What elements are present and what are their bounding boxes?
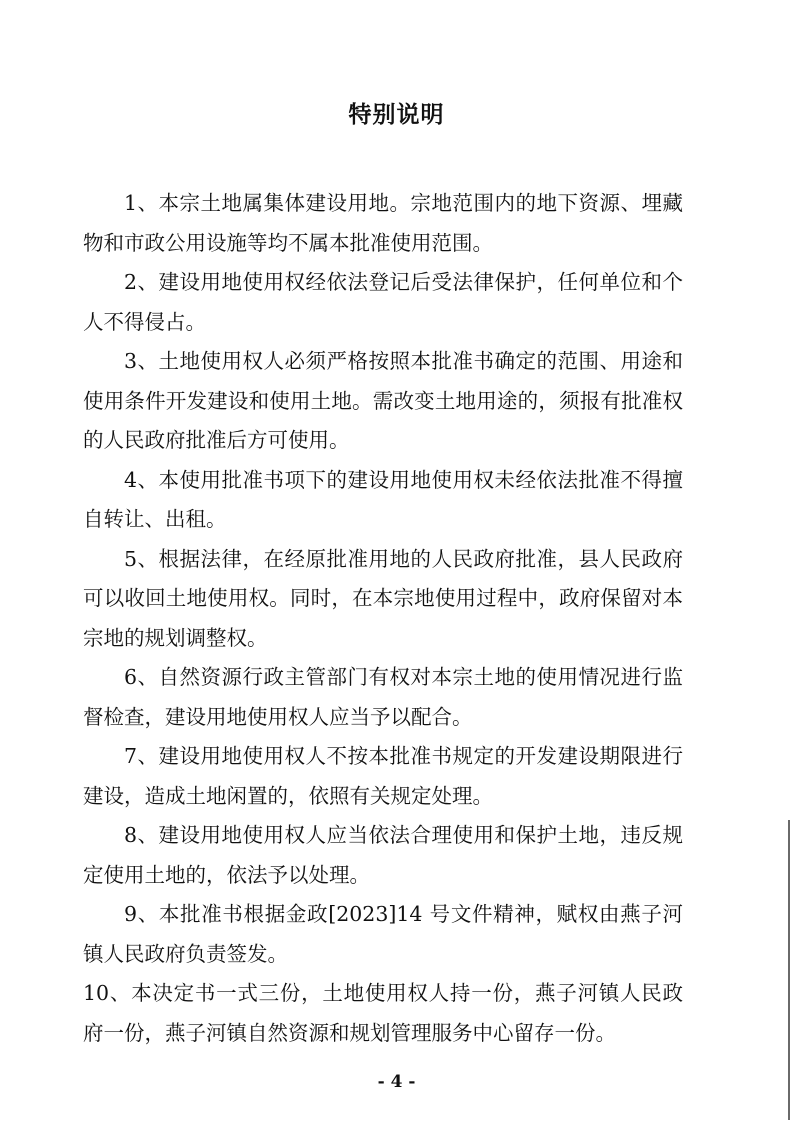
clause-10: 10、本决定书一式三份，土地使用权人持一份，燕子河镇人民政府一份，燕子河镇自然资源和规划管理服务中心留存一份。 [83, 981, 683, 1045]
clause-2: 2、建设用地使用权经依法登记后受法律保护，任何单位和个人不得侵占。 [83, 270, 683, 334]
clause-4: 4、本使用批准书项下的建设用地使用权未经依法批准不得擅自转让、出租。 [83, 467, 683, 531]
clause-6: 6、自然资源行政主管部门有权对本宗土地的使用情况进行监督检查，建设用地使用权人应当予以配合。 [83, 665, 683, 729]
clause-7: 7、建设用地使用权人不按本批准书规定的开发建设期限进行建设，造成土地闲置的，依照有关规定处理。 [83, 744, 683, 808]
page-title: 特别说明 [348, 102, 445, 128]
clause-list [83, 184, 683, 1053]
clause-5: 5、根据法律，在经原批准用地的人民政府批准，县人民政府可以收回土地使用权。同时，在本宗地使用过程中，政府保留对本宗地的规划调整权。 [83, 546, 683, 650]
page-number: - 4 - [377, 1072, 416, 1092]
clause-3: 3、土地使用权人必须严格按照本批准书确定的范围、用途和使用条件开发建设和使用土地。需改变土地用途的，须报有批准权的人民政府批准后方可使用。 [83, 349, 683, 452]
clause-1: 1、本宗土地属集体建设用地。宗地范围内的地下资源、埋藏物和市政公用设施等均不属本批准使用范围。 [83, 191, 683, 255]
clause-9: 9、本批准书根据金政[2023]14 号文件精神，赋权由燕子河镇人民政府负责签发。 [83, 902, 683, 966]
clause-8: 8、建设用地使用权人应当依法合理使用和保护土地，违反规定使用土地的，依法予以处理。 [83, 823, 683, 887]
